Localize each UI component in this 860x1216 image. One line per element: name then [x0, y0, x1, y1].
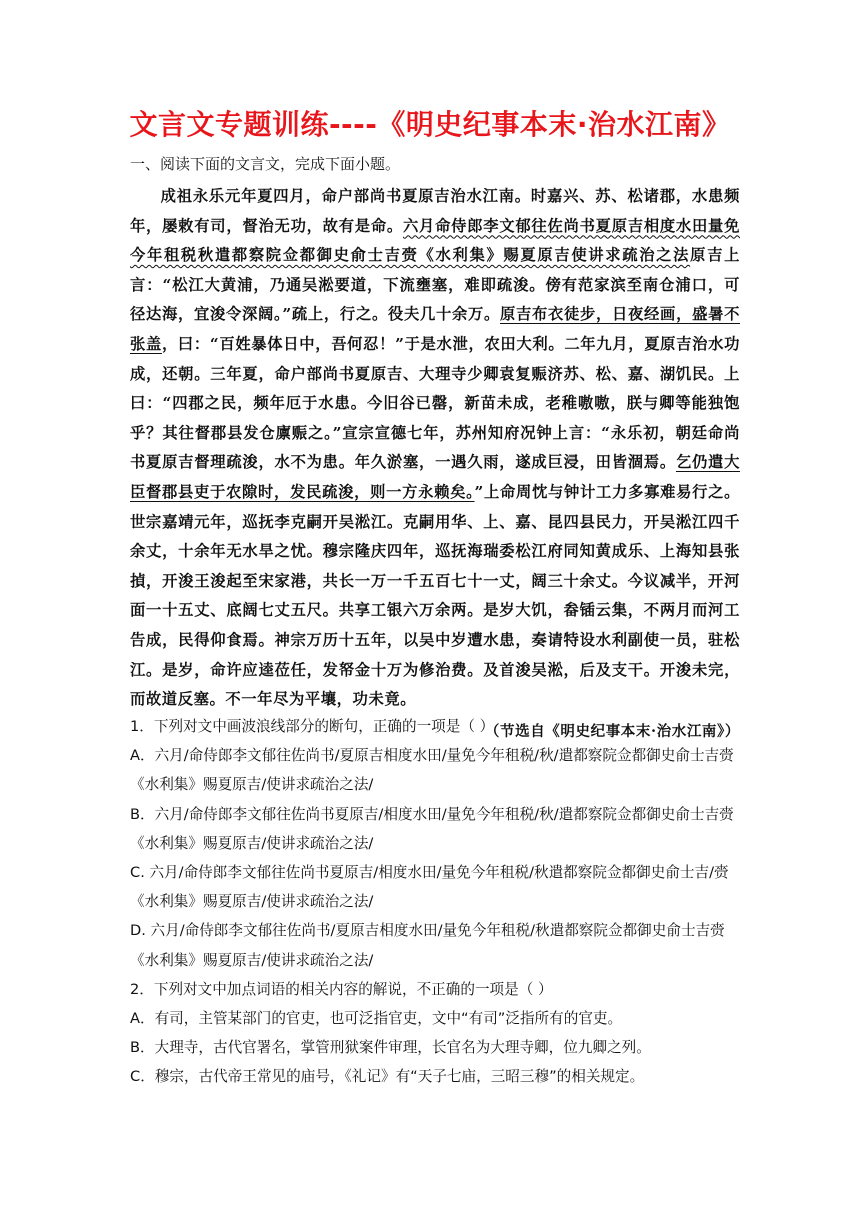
passage-source: （节选自《明史纪事本末·治水江南》）: [484, 722, 740, 740]
question-2-option-c: C．穆宗，古代帝王常见的庙号，《礼记》有“天子七庙，三昭三穆”的相关规定。: [130, 1068, 645, 1086]
question-2-option-b: B．大理寺，古代官署名，掌管刑狱案件审理，长官名为大理寺卿，位九卿之列。: [130, 1039, 651, 1057]
underlined-text: 乞仍遣大臣督郡县吏于农隙时，发民疏浚，则一方永赖矣。: [130, 453, 741, 501]
question-1-option-d: D. 六月/命侍郎李文郁往佐尚书/夏原吉相度水田/量免今年租税/秋遣都察院佥都御史俞士吉赍《水利集》赐夏原吉/使讲求疏治之法/: [130, 922, 725, 969]
question-1-option-b: B．六月/命侍郎李文郁往佐尚书夏原吉/相度水田/量免今年租税/秋/遣都察院佥都御史俞士吉赍《水利集》赐夏原吉/使讲求疏治之法/: [130, 805, 734, 852]
underlined-text: 原吉布衣徒步，日夜经画，盛暑不张盖: [130, 305, 740, 353]
question-1-stem: 1．下列对文中画波浪线部分的断句，正确的一项是（ ）: [130, 718, 495, 735]
passage-text: 成祖永乐元年夏四月，命户部尚书夏原吉治水江南。时嘉兴、苏、松诸郡，水患频年，屡敕有司，督治无功，故有是命。: [130, 187, 740, 235]
passage-text: 原吉上言：“松江大黄浦，乃通吴淞要道，下流壅塞，难即疏浚。傍有范家滨至南仓浦口，可径达海，宜浚令深阔。”疏上，行之。役夫几十余万。: [130, 246, 740, 324]
page-title: 文言文专题训练----《明史纪事本末·治水江南》: [129, 108, 731, 141]
question-1-option-c: C. 六月/命侍郎李文郁往佐尚书夏原吉/相度水田/量免今年租税/秋遣都察院佥都御史俞士吉/赍《水利集》赐夏原吉/使讲求疏治之法/: [130, 864, 729, 911]
passage-paragraph: [130, 182, 740, 715]
classical-passage: [130, 182, 740, 746]
question-2-stem: 2．下列对文中加点词语的相关内容的解说，不正确的一项是（ ）: [130, 980, 553, 998]
section-instruction: 一、阅读下面的文言文，完成下面小题。: [130, 155, 401, 173]
passage-text: ，曰：“百姓暴体日中，吾何忍！”于是水泄，农田大利。二年九月，夏原吉治水功成，还朝。三年夏，命户部尚书夏原吉、大理寺少卿袁复赈济苏、松、嘉、湖饥民。上曰：“四郡之民，频年厄于水患。今旧谷已罄，新苗未成，老稚嗷嗷，朕与卿等能独饱乎？其往督郡县发仓廪赈之。”宣宗宣德七年，苏州知府况钟上言：“永乐初，朝廷命尚书夏原吉督理疏浚，水不为患。年久淤塞，一遇久雨，遂成巨浸，田皆涸焉。: [130, 334, 740, 472]
passage-text: ”上命周忱与钟计工力多寡难易行之。世宗嘉靖元年，巡抚李克嗣开吴淞江。克嗣用华、上、嘉、昆四县民力，开吴淞江四千余丈，十余年无水旱之忧。穆宗隆庆四年，巡抚海瑞委松江府同知黄成乐、上海知县张揁，开浚王浚起至宋家港，共长一万一千五百七十一丈，阔三十余丈。今议减半，开河面一十五丈、底阔七丈五尺。共享工银六万余两。是岁大饥，畚锸云集，不两月而河工告成，民得仰食焉。神宗万历十五年，以吴中岁遭水患，奏请特设水利副使一员，驻松江。是岁，命许应逵莅任，发帑金十万为修治费。及首浚吴淞，后及支干。开浚未完，而故道反塞。不一年尽为平壤，功未竟。: [130, 482, 740, 709]
wavy-underlined-text: 六月命侍郎李文郁往佐尚书夏原吉相度水田量免今年租税秋遣都察院佥都御史俞士吉赍《水利集》赐夏原吉使讲求疏治之法: [130, 216, 740, 265]
questions: [130, 712, 740, 1092]
question-1-option-a: A．六月/命侍郎李文郁往佐尚书/夏原吉相度水田/量免今年租税/秋/遣都察院佥都御史俞士吉赍《水利集》赐夏原吉/使讲求疏治之法/: [130, 747, 734, 794]
question-2-option-a: A．有司，主管某部门的官吏，也可泛指官吏，文中“有司”泛指所有的官吏。: [130, 1010, 623, 1028]
